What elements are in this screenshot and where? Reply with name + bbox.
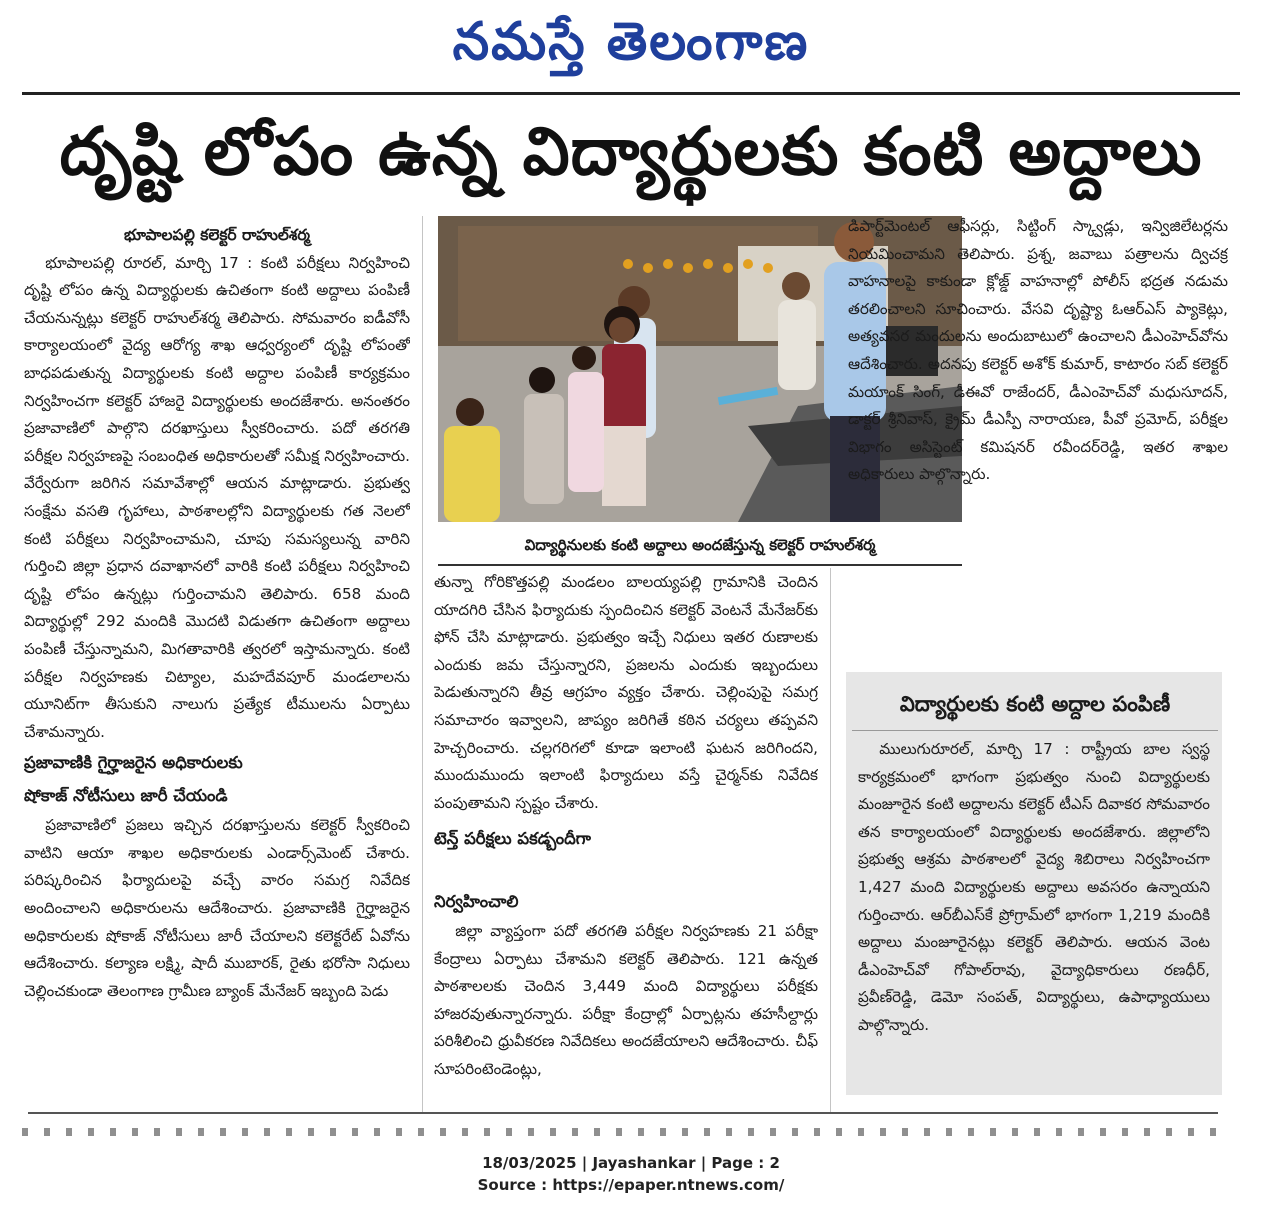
top-rule — [22, 92, 1240, 95]
byline: భూపాలపల్లి కలెక్టర్ రాహుల్‌శర్మ — [124, 226, 310, 244]
story-column-2 — [434, 569, 818, 821]
story-paragraph-1: భూపాలపల్లి రూరల్, మార్చి 17 : కంటి పరీక్షలు నిర్వహించి దృష్టి లోపం ఉన్న విద్యార్థులకు ఉచితంగా కంటి అద్దాలు పంపిణీ చేయనున్నట్లు కలెక్టర్ రాహుల్‌శర్మ తెలిపారు. సోమవారం ఐడీవోసీ కార్యాలయంలో వైద్య ఆరోగ్య శాఖ ఆధ్వర్యంలో దృష్టి లోపంతో బాధపడుతున్న విద్యార్థులకు కంటి అద్దాల పంపిణీ కార్యక్రమం నిర్వహించగా కలెక్టర్ హాజరై విద్యార్థులకు అందజేశారు. అనంతరం ప్రజావాణిలో పాల్గొని దరఖాస్తులు స్వీకరించారు. పదో తరగతి పరీక్షల నిర్వహణపై సంబంధిత అధికారులతో సమీక్ష నిర్వహించారు. వేర్వేరుగా జరిగిన సమావేశాల్లో ఆయన మాట్లాడారు. ప్రభుత్వ సంక్షేమ వసతి గృహాలు, పాఠశాలల్లోని విద్యార్థులకు గత నెలలో కంటి పరీక్షలు నిర్వహించామని, చూపు సమస్యలున్న వారిని గుర్తించి జిల్లా ప్రధాన దవాఖానలో వారికి కంటి పరీక్షలు నిర్వహించి దృష్టి లోపం ఉన్నట్లు గుర్తించామని తెలిపారు. 658 మంది విద్యార్థుల్లో 292 మందికి మొదటి విడుతగా ఉచితంగా అద్దాలు పంపిణీ చేస్తున్నామని, మిగతావారికి త్వరలో ఇస్తామన్నారు. కంటి పరీక్షల నిర్వహణకు చిట్యాల, మహదేవపూర్ మండలాలను యూనిట్‌గా తీసుకుని నాలుగు ప్రత్యేక టీములను ఏర్పాటు చేశామన్నారు. — [24, 253, 410, 741]
footer-date-line: 18/03/2025 | Jayashankar | Page : 2 — [482, 1154, 780, 1172]
sidebar-title: విద్యార్థులకు కంటి అద్దాల పంపిణీ — [899, 692, 1171, 716]
sidebar-text: ములుగురూరల్, మార్చి 17 : రాష్ట్రీయ బాల స్వస్థ కార్యక్రమంలో భాగంగా ప్రభుత్వం నుంచి విద్యార్థులకు మంజూరైన కంటి అద్దాలను కలెక్టర్ టీఎస్ దివాకర సోమవారం తన కార్యాలయంలో విద్యార్థులకు అందజేశారు. జిల్లాలోని ప్రభుత్వ ఆశ్రమ పాఠశాలలో వైద్య శిబిరాలు నిర్వహించగా 1,427 మంది విద్యార్థులకు అద్దాలు అవసరం ఉన్నాయని గుర్తించారు. ఆర్‌బీఎస్‌కే ప్రోగ్రామ్‌లో భాగంగా 1,219 మందికి అద్దాలు మంజూరైనట్లు కలెక్టర్ తెలిపారు. ఆయన వెంట డీఎంహెచ్‌వో గోపాల్‌రావు, వైద్యాధికారులు రణధీర్, ప్రవీణ్‌రెడ్డి, డెమో సంపత్, విద్యార్థులు, ఉపాధ్యాయులు పాల్గొన్నారు. — [858, 740, 1210, 1034]
sidebar-text-block — [858, 736, 1210, 1076]
footer — [0, 1152, 1262, 1196]
footer-source-line[interactable]: Source : https://epaper.ntnews.com/ — [477, 1176, 785, 1194]
photo-caption: విద్యార్థినులకు కంటి అద్దాలు అందజేస్తున్న కలెక్టర్ రాహుల్‌శర్మ — [438, 526, 962, 566]
subhead-2-line1: టెన్త్ పరీక్షలు పకడ్బందీగా — [434, 829, 591, 848]
subhead-1-line2: షోకాజ్ నోటీసులు జారీ చేయండి — [24, 786, 228, 806]
subhead-1-line1: ప్రజావాణికి గైర్హాజరైన అధికారులకు — [24, 753, 243, 773]
story-paragraph-3: తున్నా గోరికొత్తపల్లి మండలం బాలయ్యపల్లి గ్రామానికి చెందిన యాదగిరి చేసిన ఫిర్యాదుకు స్పందించిన కలెక్టర్ వెంటనే మేనేజర్‌కు ఫోన్ చేసి మాట్లాడారు. ప్రభుత్వం ఇచ్చే నిధులు ఇతర రుణాలకు ఎందుకు జమ చేస్తున్నారని, ప్రజలను ఎందుకు ఇబ్బందులు పెడుతున్నారని తీవ్ర ఆగ్రహం వ్యక్తం చేశారు. చెల్లింపుపై సమగ్ర సమాచారం ఇవ్వాలని, జాప్యం జరిగితే కఠిన చర్యలు తప్పవని హెచ్చరించారు. చల్లగరిగలో కూడా ఇలాంటి ఘటన జరిగిందని, ముందుముందు ఇలాంటి ఫిర్యాదులు వస్తే చైర్మన్‌కు నివేదిక పంపుతామని స్పష్టం చేశారు. — [434, 573, 818, 812]
column-divider-2 — [830, 568, 831, 1112]
column-divider-1 — [422, 216, 423, 1112]
story-column-1 — [24, 222, 410, 1118]
sidebar-rule — [852, 730, 1218, 731]
headline: దృష్టి లోపం ఉన్న విద్యార్థులకు కంటి అద్దాలు — [59, 113, 1203, 190]
masthead: నమస్తే తెలంగాణ — [452, 11, 810, 72]
story-paragraph-5: డిపార్ట్‌మెంటల్ ఆఫీసర్లు, సిట్టింగ్ స్క్వాడ్లు, ఇన్విజిలేటర్లను నియమించామని తెలిపారు. ప్రశ్న, జవాబు పత్రాలను ద్విచక్ర వాహనాలపై కాకుండా క్లోజ్డ్ వాహనాల్లో పోలీస్ భద్రత నడుమ తరలించాలని సూచించారు. వేసవి దృష్ట్యా ఓఆర్‌ఎస్ ప్యాకెట్లు, అత్యవసర మందులను అందుబాటులో ఉంచాలని డీఎంహెచ్‌వోను ఆదేశించారు. అదనపు కలెక్టర్ అశోక్ కుమార్, కాటారం సబ్ కలెక్టర్ మయాంక్ సింగ్, డీఈవో రాజేందర్, డీఎంహెచ్‌వో మధుసూదన్, డాక్టర్ శ్రీనివాస్, క్రైమ్ డీఎస్పీ నారాయణ, పీవో ప్రమోద్, పరీక్షల విభాగం అసిస్టెంట్ కమిషనర్ రవీందర్‌రెడ్డి, ఇతర శాఖల అధికారులు పాల్గొన్నారు. — [848, 217, 1228, 484]
story-column-2b — [434, 857, 818, 1119]
story-column-3 — [848, 213, 1228, 655]
subhead-2-line2: నిర్వహించాలి — [434, 892, 519, 911]
next-story-strip — [22, 1128, 1218, 1136]
story-paragraph-2: ప్రజావాణిలో ప్రజలు ఇచ్చిన దరఖాస్తులను కలెక్టర్ స్వీకరించి వాటిని ఆయా శాఖల అధికారులకు ఎండార్స్‌మెంట్ చేశారు. పరిష్కరించిన ఫిర్యాదులపై వచ్చే వారం సమగ్ర నివేదిక అందించాలని అధికారులను ఆదేశించారు. ప్రజావాణికి గైర్హాజరైన అధికారులకు షోకాజ్ నోటీసులు జారీ చేయాలని కలెక్టరేట్ ఏవోను ఆదేశించారు. కల్యాణ లక్ష్మి, షాదీ ముబారక్, రైతు భరోసా నిధులు చెల్లించకుండా తెలంగాణ గ్రామీణ బ్యాంక్ మేనేజర్ ఇబ్బంది పెడు — [24, 816, 410, 1000]
story-paragraph-4: జిల్లా వ్యాప్తంగా పదో తరగతి పరీక్షల నిర్వహణకు 21 పరీక్షా కేంద్రాలు ఏర్పాటు చేశామని కలెక్టర్ తెలిపారు. 121 ఉన్నత పాఠశాలలకు చెందిన 3,449 మంది విద్యార్థులు పరీక్షకు హాజరవుతున్నారన్నారు. పరీక్షా కేంద్రాల్లో ఏర్పాట్లను తహసీల్దార్లు పరిశీలించి ధ్రువీకరణ నివేదికలు అందజేయాలని ఆదేశించారు. చీఫ్ సూపరింటెండెంట్లు, — [434, 922, 818, 1078]
bottom-rule — [28, 1112, 1218, 1114]
